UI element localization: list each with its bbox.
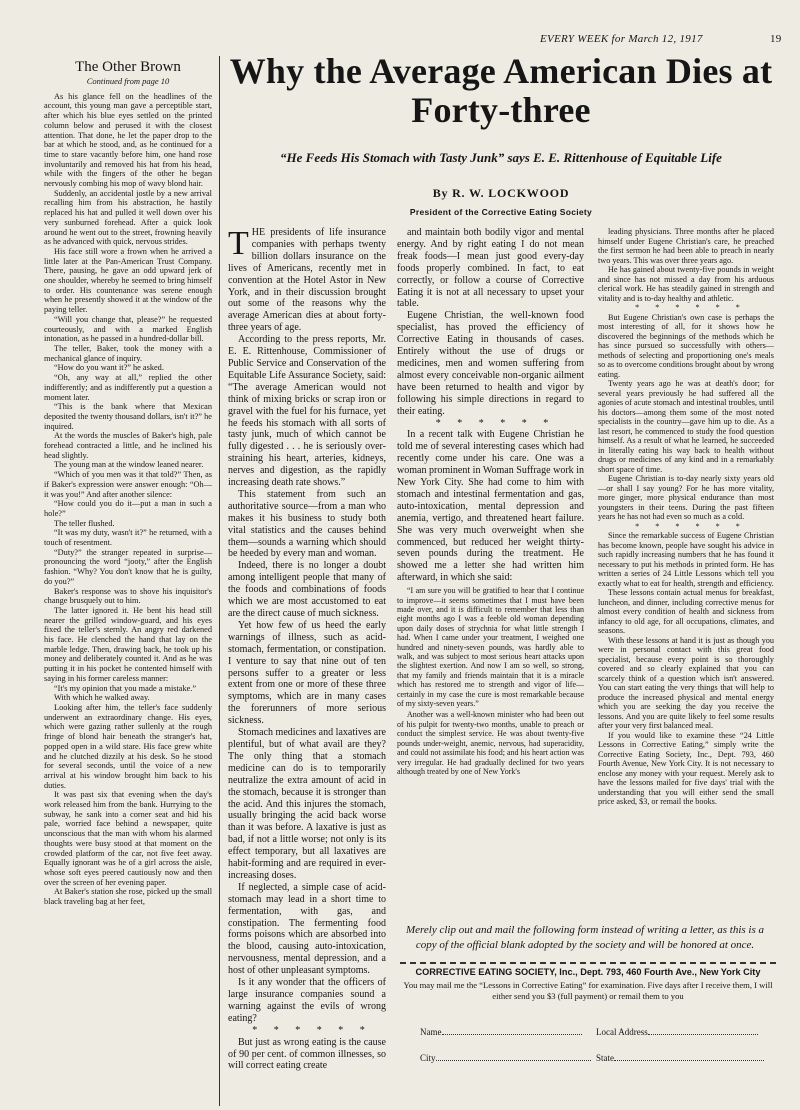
section-break-stars: * * * * * *: [635, 303, 747, 312]
paragraph-text: HE presidents of life insurance companies with perhaps twenty billion dollars insurance on the lives of Americans, recently met in convention at the Hotel Astor in New York, and in their discussion brought out some of the reasons why the average American dies at about forty-three years of age.: [228, 227, 386, 334]
paragraph: Eugene Christian, the well-known food specialist, has proved the efficiency of Corrective Eating in thousands of cases. Entirely without the use of drugs or medicines, men and women suffering from almost every conceivable non-organic ailment have been returned to health and vigor by following his simple directions in regard to their eating.: [397, 310, 584, 417]
paragraph: The teller flushed.: [54, 518, 115, 528]
article-byline: By R. W. LOCKWOOD: [432, 186, 570, 200]
paragraph: This statement from such an authoritative source—from a man who makes it his business to study both vital statistics and the causes behind them—sounds a warning which should be heeded by every man and woman.: [228, 488, 386, 560]
paragraph: Twenty years ago he was at death's door; for several years previously he had suffered all the agonies of acute stomach and intestinal troubles, until his doctors—among them some of the most noted specialists in the country—gave him up to die. As a last resort, he commenced to study the food question himself. As a result of what he learned, he succeeded in literally eating his way back to health without drugs or medicines of any kind and in a remarkably short space of time.: [598, 379, 774, 474]
city-line[interactable]: [436, 1052, 591, 1061]
paragraph: If you would like to examine these “24 Little Lessons in Corrective Eating,” simply write the Corrective Eating Society, Inc., Dept. 793, 460 Fourth Avenue, New York City. It is not necessary to enclose any money with your request. Merely ask to have the lessons mailed for five days' trial with the understanding that you will either send the small price asked, $3, or remail the books.: [598, 730, 774, 806]
paragraph: With these lessons at hand it is just as though you were in personal contact with this great food specialist, because every point is so thoroughly covered and so clearly explained that you can scarcely think of a question which isn't answered. You can start eating the very things that will help to produce the increased physical and mental energy which you are seeking the day you receive the lessons. And you are quite likely to feel some results after your very first balanced meal.: [598, 635, 774, 730]
paragraph: The teller, Baker, took the money with a mechanical glance of inquiry.: [44, 343, 212, 363]
paragraph: Is it any wonder that the officers of large insurance companies sound a warning against the evils of wrong eating?: [228, 977, 386, 1024]
paragraph: But Eugene Christian's own case is perhaps the most interesting of all, for it shows how he discovered the beginnings of the methods which he has since pursued so successfully with others—methods of selecting and proportioning one's meals so as to overcome conditions brought about by wrong eating.: [598, 312, 775, 379]
paragraph: Baker's response was to shove his inquisitor's change brusquely out to him.: [44, 586, 212, 606]
paragraph: According to the press reports, Mr. E. E. Rittenhouse, Commissioner of Public Service and Conservation of the Equitable Life Assurance Society, said: “The average American would not think of mixing bricks or scrap iron or gravel with the fuel for his furnace, yet he feeds his stomach with all sorts of tasty junk, much of which cannot be fully digested . . . he is seriously over-straining his heart, arteries, kidneys, nerves and digestion, as the rapidly increasing death rate shows.”: [228, 334, 386, 489]
paragraph: The young man at the window leaned nearer.: [54, 460, 204, 470]
paragraph: “Which of you men was it that told?” Then, as if Baker's expression were answer enough: “Oh—it was you!” And after another silence:: [44, 470, 212, 499]
name-line[interactable]: [442, 1026, 582, 1035]
paragraph: Looking after him, the teller's face suddenly underwent an extraordinary change. His eyes, which were gazing rather sullenly at the rough fringe of blond hair beneath the stranger's hat, popped open in a wild stare. His face grew white and he clutched dizzily at his desk. So he stood for several seconds, until the voice of a new arrival at his window brought him back to his duties.: [44, 703, 212, 790]
left-story-title: The Other Brown: [75, 59, 181, 75]
page-number: 19: [770, 33, 782, 45]
city-label: City: [420, 1053, 436, 1063]
paragraph: “Will you change that, please?” he requested courteously, and with a marked English intonation, as he passed in a hundred-dollar bill.: [44, 314, 212, 344]
column-rule: [219, 56, 220, 1106]
section-break-stars: * * * * * *: [435, 417, 556, 429]
city-field[interactable]: [420, 1052, 591, 1063]
name-label: Name: [420, 1027, 442, 1037]
paragraph: These lessons contain actual menus for breakfast, luncheon, and dinner, including corrective menus for almost every condition of health and sickness from infancy to old age, for all occupations, climates, and seasons.: [598, 588, 774, 635]
order-coupon: [400, 962, 776, 1002]
paragraph: [228, 227, 386, 334]
drop-cap: T: [228, 225, 249, 262]
paragraph: “I am sure you will be gratified to hear that I continue to improve—it seems sometimes that I must have been made over, and it is difficult to remember that less than eight months ago I was a feeble old woman depending upon daily doses of strychnia for what little strength I had. When I came under your treatment, I weighed one hundred and ninety-seven pounds, was hardly able to walk, and was subject to most serious heart attacks upon the slightest exertion. And now I am so well, so strong, that my family and friends maintain that it is a miracle which has restored me to strength and vigor of life—certainly in my case the cure is most remarkable because of my sixty-seven years.”: [397, 586, 584, 709]
paragraph: His face still wore a frown when he arrived a little later at the Pan-American Trust Company. There, pausing, he gave an odd upward jerk of one shoulder, whereby he seemed to bring himself to order. His countenance was serene enough when he presently showed it at the window of the paying teller.: [44, 246, 212, 315]
paragraph: “Oh, any way at all,” replied the other indifferently; and as indifferently put a question a moment later.: [44, 373, 212, 402]
paragraph: But just as wrong eating is the cause of 90 per cent. of common illnesses, so will correct eating create: [228, 1036, 386, 1072]
address-line[interactable]: [648, 1026, 758, 1035]
paragraph: He has gained about twenty-five pounds in weight and since has not missed a day from his arduous clerical work. He has steadily gained in strength and vitality and is to-day healthy and athletic.: [598, 265, 774, 303]
paragraph: “It's my opinion that you made a mistake.”: [54, 683, 197, 693]
address-field[interactable]: [596, 1026, 758, 1037]
paragraph: With which he walked away.: [54, 693, 150, 703]
paragraph: Indeed, there is no longer a doubt among intelligent people that many of the foods and combinations of foods which we are most accustomed to eat are the direct cause of much sickness.: [228, 560, 386, 619]
paragraph: It was past six that evening when the day's work released him from the bank. Hurrying to the subway, he sank into a corner seat and hid his pale, worried face behind a newspaper, quite unconscious that the man with whom his alarmed thoughts were busy stood at that moment on the crowded platform of the car, not five feet away. Equally ignorant was he of a girl across the aisle, whose soft eyes peered cautiously now and then over the screen of her evening paper.: [44, 790, 212, 887]
state-label: State: [596, 1053, 614, 1063]
article-subtitle: “He Feeds His Stomach with Tasty Junk” says E. E. Rittenhouse of Equitable Life: [280, 150, 722, 165]
article-column-2: [397, 227, 584, 776]
paragraph: “This is the bank where that Mexican deposited the twenty thousand dollars, isn't it?” he inquired.: [44, 402, 212, 431]
section-break-stars: * * * * * *: [635, 521, 747, 531]
coupon-instruction: Merely clip out and mail the following form instead of writing a letter, as this is a copy of the official blank adopted by the society and will be honored at once.: [406, 924, 764, 951]
state-line[interactable]: [614, 1052, 764, 1061]
coupon-text: You may mail me the “Lessons in Corrective Eating” for examination. Five days after I receive them, I will either send you $3 (full payment) or remail them to you: [403, 980, 773, 1001]
running-header: [540, 33, 782, 45]
paragraph: As his glance fell on the headlines of the account, this young man gave a perceptible start, after which his blue eyes settled on the printed column below and perused it with the closest attention. That done, he let the paper drop to the bar at which he stood, and, as he continued for a time to stare vacantly before him, one hand rose involuntarily and removed his hat from his head, while with the fingers of the other he began nervously combing his mop of wavy blond hair.: [44, 91, 212, 189]
paragraph: Suddenly, an accidental jostle by a new arrival recalling him from his abstraction, he hastily replaced his hat and pulled it well down over his very sunburned forehead. After a quick look around he went out to the street, frowning heavily as he advanced with quick, nervous strides.: [44, 188, 212, 247]
address-label: Local Address: [596, 1027, 648, 1037]
article-title: Why the Average American Dies at Forty-three: [229, 51, 773, 130]
paragraph: The latter ignored it. He bent his head still nearer the grilled window-guard, and his eyes fixed the teller's sternly. An angry red darkened his face. He clenched the hand that lay on the marble ledge. Then, drawing back, he took up his money and deliberately counted it. And as he was putting it in his pocket he contented himself with saying in his former careless manner:: [44, 605, 212, 683]
continued-note: Continued from page 10: [86, 76, 170, 86]
paragraph: leading physicians. Three months after he placed himself under Eugene Christian's care, he preached the first sermon he had been able to preach in nearly two years. This was over three years ago.: [598, 227, 774, 265]
paragraph: At the words the muscles of Baker's high, pale forehead contracted a little, and he inclined his head slightly.: [44, 431, 212, 460]
running-title: EVERY WEEK for March 12, 1917: [540, 33, 703, 45]
paragraph: If neglected, a simple case of acid-stomach may lead in a short time to fermentation, with gas, and constipation. The fermenting food forms poisons which are absorbed into the blood, causing auto-intoxication, nervousness, mental depression, and a host of other unpleasant symptoms.: [228, 881, 386, 977]
paragraph: At Baker's station she rose, picked up the small black traveling bag at her feet,: [44, 887, 212, 907]
left-story-column: [44, 58, 212, 1103]
paragraph: “Duty?” the stranger repeated in surprise—pronouncing the word “jooty,” after the English fashion. “Why? You don't know that he is guilty, do you?”: [44, 547, 212, 586]
paragraph: Yet how few of us heed the early warnings of illness, such as acid-stomach, fermentation, or constipation. I venture to say that nine out of ten persons suffer to a greater or less extent from one or more of these three symptoms, which are in many cases the forerunners of more serious sickness.: [228, 619, 386, 727]
paragraph: In a recent talk with Eugene Christian he told me of several interesting cases which had recently come under his care. One was a woman prominent in Woman Suffrage work in New York City. She had come to him with stomach and intestinal fermentation and gas, auto-intoxication, mental depression and anemia, vertigo, and threatened heart failure. She was very much overweight when she commenced, but reduced her weight thirty-seven pounds during the treatment. He showed me a letter she had written him afterward, in which she said:: [397, 429, 584, 584]
paragraph: Stomach medicines and laxatives are plentiful, but of what avail are they? The only thing that a stomach medicine can do is to temporarily neutralize the extra amount of acid in the stomach, because it is stronger than the acid. And this injures the stomach, usually bringing the acid back worse than it was before. A laxative is just as bad, if not a little worse; not only is its effect temporary, but all laxatives are habit-forming and are required in ever-increasing doses.: [228, 727, 386, 881]
paragraph: Another was a well-known minister who had been out of his pulpit for twenty-two months, unable to preach or conduct the simplest service. He was about twenty-five pounds under-weight, anemic, nervous, had superacidity, and could not assimilate his food; and his heart action was very irregular. He had gradually declined for two years although treated by one of New York's: [397, 710, 584, 776]
article-column-3: [598, 227, 774, 807]
author-role: President of the Corrective Eating Society: [409, 207, 593, 217]
paragraph: “It was my duty, wasn't it?” he returned, with a touch of resentment.: [44, 528, 212, 548]
paragraph: Since the remarkable success of Eugene Christian has become known, people have sought his advice in such rapidly increasing numbers that he has found it necessary to put his methods in printed form. He has written a series of 24 Little Lessons which tell you exactly what to eat for health, strength and efficiency.: [598, 531, 774, 588]
state-field[interactable]: [596, 1052, 764, 1063]
name-field[interactable]: [420, 1026, 582, 1037]
section-break-stars: * * * * * *: [252, 1024, 372, 1036]
coupon-heading: CORRECTIVE EATING SOCIETY, Inc., Dept. 793, 460 Fourth Ave., New York City: [415, 967, 761, 977]
article-column-1: [228, 227, 386, 1072]
paragraph: “How do you want it?” he asked.: [54, 363, 164, 373]
paragraph: “How could you do it—put a man in such a hole?”: [44, 499, 212, 518]
paragraph: and maintain both bodily vigor and mental energy. And by right eating I do not mean freak foods—I mean just good every-day foods properly combined. In fact, to eat correctly, or follow a course of Corrective Eating it is not at all necessary to upset your table.: [397, 227, 584, 310]
paragraph: Eugene Christian is to-day nearly sixty years old—or shall I say young? For he has more vitality, more ginger, more physical endurance than most youngsters in their teens. During the past fifteen years he has not had even so much as a cold.: [598, 474, 774, 521]
